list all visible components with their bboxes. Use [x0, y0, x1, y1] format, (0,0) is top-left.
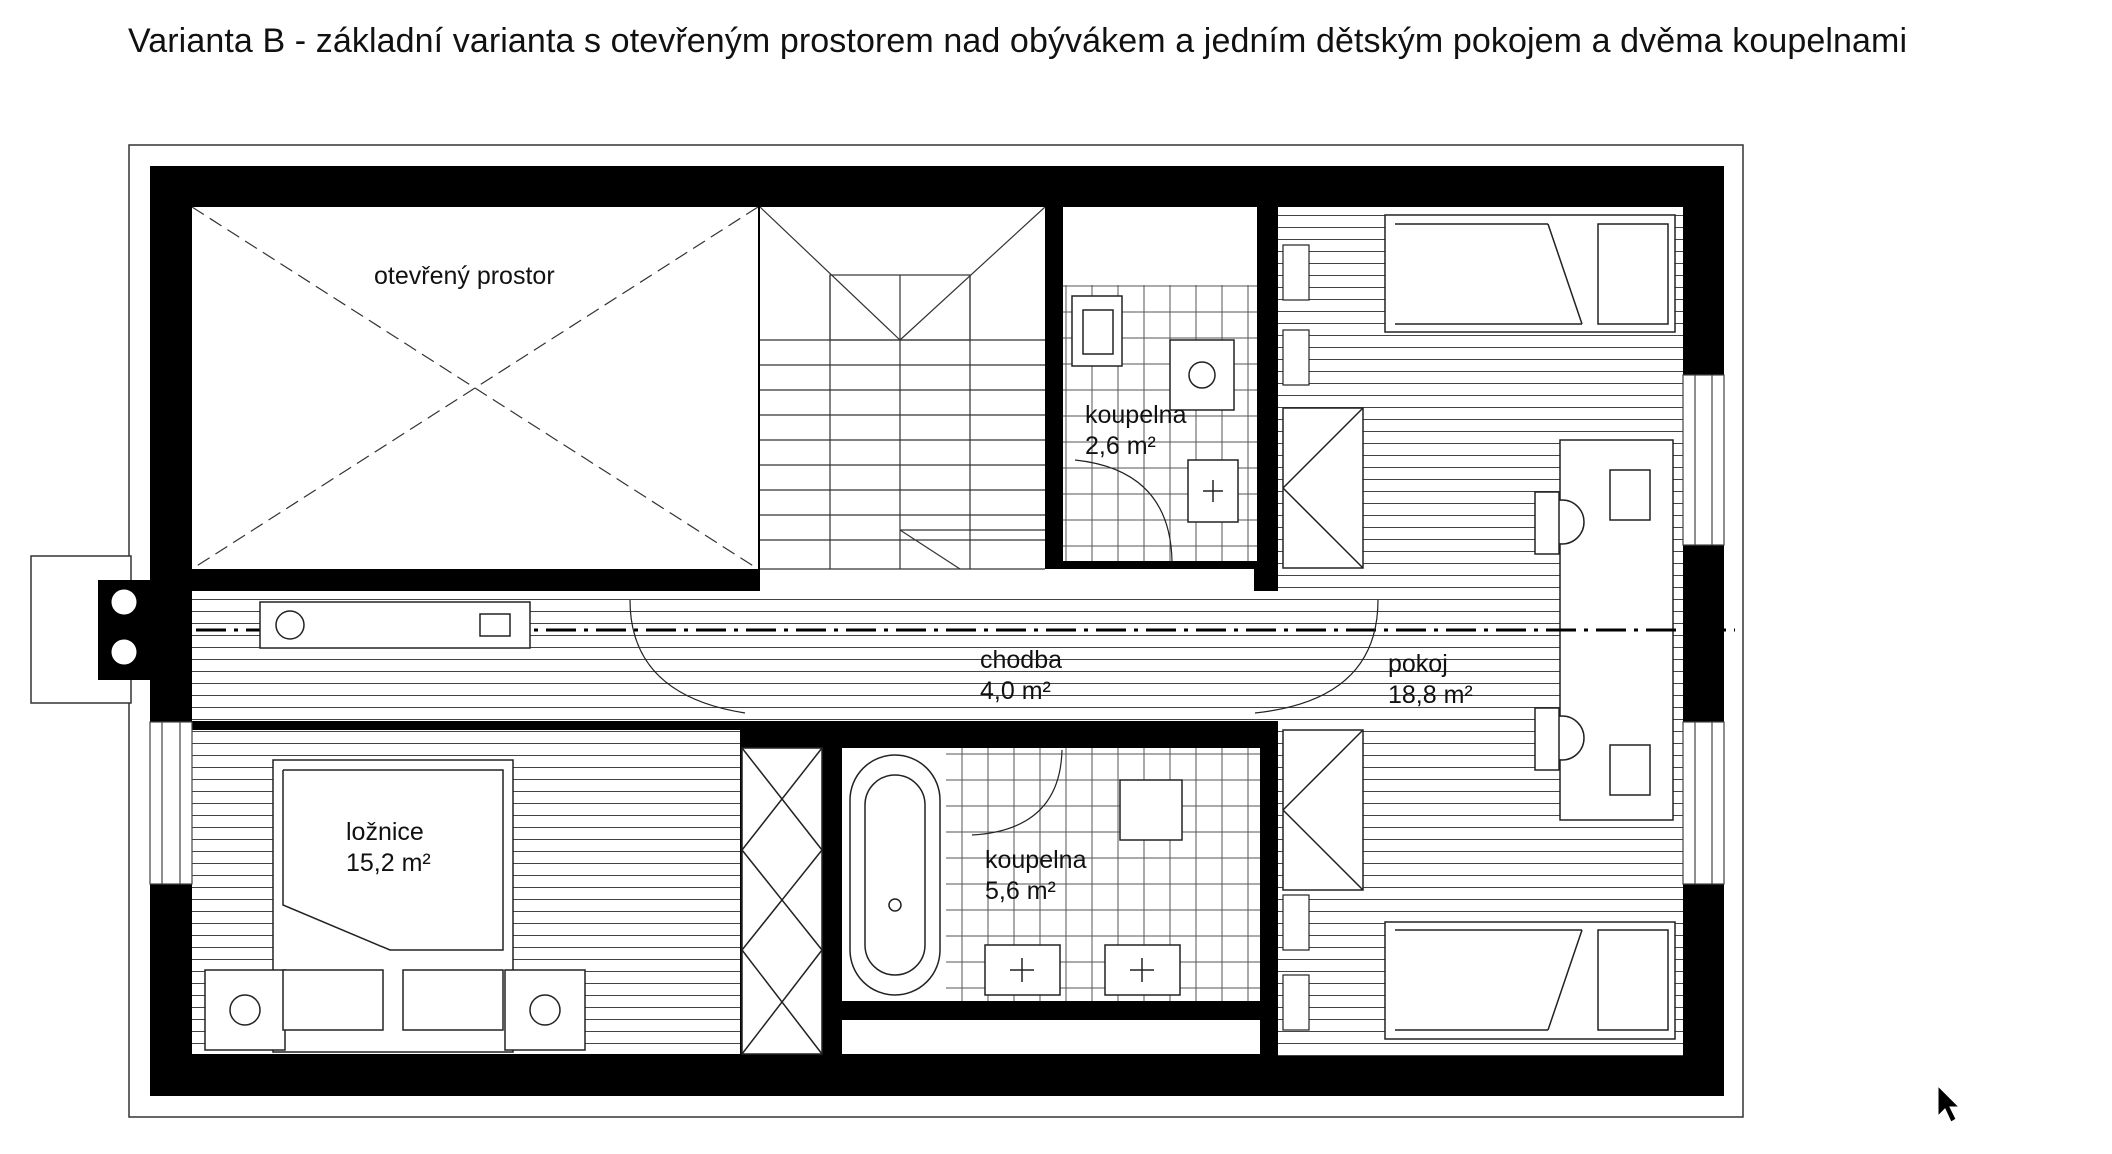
- bath-large-bottom: [842, 1020, 1260, 1054]
- corridor-area-label: 4,0 m²: [980, 677, 1051, 705]
- kids-room-area-label: 18,8 m²: [1388, 681, 1473, 709]
- plan-title: Varianta B - základní varianta s otevřeným prostorem nad obývákem a jedním dětským pokojem a dvěma koupelnami: [128, 22, 1908, 60]
- kids-room-name: pokoj: [1388, 650, 1448, 678]
- bath-large-area-label: 5,6 m²: [985, 877, 1056, 905]
- mouse-pointer-icon: [1938, 1086, 1959, 1122]
- corridor-fittings: [260, 602, 530, 648]
- chimney-flues: [98, 580, 154, 680]
- bath-small-area-label: 2,6 m²: [1085, 432, 1156, 460]
- open-space-label: otevřený prostor: [374, 262, 555, 290]
- corridor-name: chodba: [980, 646, 1063, 674]
- bedroom-wardrobe: [742, 748, 822, 1054]
- bath-small-name: koupelna: [1085, 401, 1187, 429]
- toilet: [1120, 780, 1182, 840]
- bath-large-name: koupelna: [985, 846, 1087, 874]
- bedroom-area-label: 15,2 m²: [346, 849, 431, 877]
- bedroom-name: ložnice: [346, 818, 424, 846]
